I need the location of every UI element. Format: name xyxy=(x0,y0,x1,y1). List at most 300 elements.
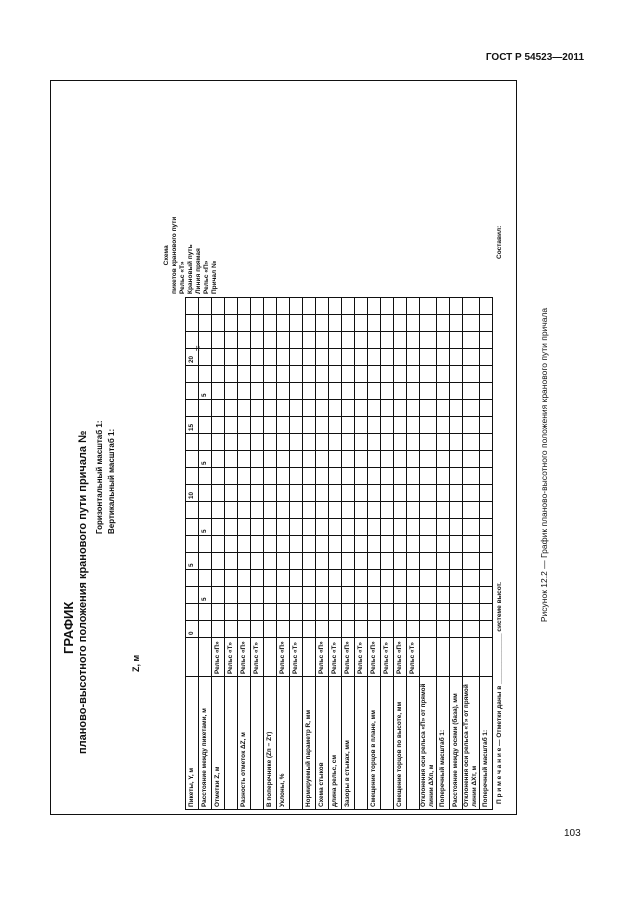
grid-cell xyxy=(277,451,290,468)
grid-cell xyxy=(368,468,381,485)
grid-cell xyxy=(290,434,303,451)
grid-cell xyxy=(463,502,480,519)
grid-cell xyxy=(329,349,342,366)
grid-cell xyxy=(437,349,450,366)
grid-cell xyxy=(368,502,381,519)
row-sublabel: Рельс «Т» xyxy=(329,638,342,677)
row-sublabel: Рельс «П» xyxy=(277,638,290,677)
scheme-title: Схема xyxy=(163,245,170,266)
grid-cell xyxy=(420,434,437,451)
row-sublabel xyxy=(463,638,480,677)
grid-cell xyxy=(199,536,212,553)
grid-cell xyxy=(316,621,329,638)
grid-cell xyxy=(463,417,480,434)
grid-cell xyxy=(420,451,437,468)
grid-cell xyxy=(186,570,199,587)
grid-cell xyxy=(186,536,199,553)
grid-cell xyxy=(186,502,199,519)
grid-cell xyxy=(381,519,394,536)
grid-cell xyxy=(225,587,238,604)
grid-cell xyxy=(290,553,303,570)
grid-cell xyxy=(329,298,342,315)
grid-cell xyxy=(316,383,329,400)
grid-cell xyxy=(355,536,368,553)
grid-cell xyxy=(355,621,368,638)
grid-cell xyxy=(463,315,480,332)
grid-cell xyxy=(238,400,251,417)
grid-cell xyxy=(480,349,493,366)
grid-cell xyxy=(437,434,450,451)
grid-cell xyxy=(303,519,316,536)
grid-cell xyxy=(238,417,251,434)
table-row xyxy=(277,298,290,810)
grid-cell xyxy=(264,553,277,570)
grid-cell xyxy=(450,315,463,332)
grid-cell xyxy=(394,400,407,417)
grid-cell xyxy=(225,434,238,451)
grid-cell xyxy=(437,366,450,383)
grid-cell: 10 xyxy=(186,485,199,502)
grid-cell xyxy=(316,519,329,536)
grid-cell xyxy=(480,587,493,604)
grid-cell xyxy=(264,502,277,519)
grid-cell xyxy=(342,519,355,536)
grid-cell xyxy=(225,451,238,468)
grid-cell xyxy=(342,332,355,349)
grid-cell xyxy=(342,485,355,502)
grid-cell xyxy=(368,417,381,434)
grid-cell xyxy=(450,400,463,417)
grid-cell xyxy=(303,621,316,638)
grid-cell xyxy=(225,417,238,434)
grid-cell xyxy=(420,349,437,366)
grid-cell xyxy=(355,417,368,434)
grid-cell xyxy=(212,553,225,570)
grid-cell xyxy=(394,604,407,621)
vertical-scale: Вертикальный масштаб 1: xyxy=(107,428,116,534)
grid-cell xyxy=(420,553,437,570)
grid-cell xyxy=(212,536,225,553)
grid-cell xyxy=(264,570,277,587)
row-sublabel xyxy=(420,638,437,677)
grid-cell xyxy=(450,298,463,315)
grid-cell xyxy=(316,434,329,451)
grid-cell xyxy=(277,332,290,349)
grid-cell xyxy=(264,349,277,366)
grid-cell xyxy=(225,621,238,638)
grid-cell xyxy=(251,383,264,400)
grid-cell xyxy=(450,587,463,604)
grid-cell xyxy=(212,468,225,485)
grid-cell xyxy=(329,519,342,536)
grid-cell xyxy=(394,315,407,332)
grid-cell xyxy=(290,502,303,519)
grid-cell xyxy=(199,298,212,315)
grid-cell xyxy=(342,553,355,570)
grid-cell xyxy=(329,383,342,400)
grid-cell xyxy=(420,332,437,349)
grid-cell xyxy=(420,298,437,315)
grid-cell xyxy=(225,553,238,570)
row-sublabel: Рельс «П» xyxy=(394,638,407,677)
data-table xyxy=(185,297,493,810)
grid-cell xyxy=(277,570,290,587)
grid-cell xyxy=(238,587,251,604)
grid-cell xyxy=(368,332,381,349)
grid-cell xyxy=(212,485,225,502)
grid-cell xyxy=(303,349,316,366)
grid-cell xyxy=(355,434,368,451)
grid-cell xyxy=(407,434,420,451)
table-row xyxy=(212,298,225,810)
grid-cell xyxy=(290,604,303,621)
grid-cell xyxy=(480,621,493,638)
grid-cell xyxy=(420,587,437,604)
table-row xyxy=(450,298,463,810)
row-label xyxy=(381,677,394,810)
grid-cell xyxy=(199,417,212,434)
grid-cell xyxy=(303,383,316,400)
grid-cell xyxy=(277,485,290,502)
grid-cell xyxy=(381,587,394,604)
table-row xyxy=(186,298,199,810)
grid-cell xyxy=(251,621,264,638)
grid-cell xyxy=(480,553,493,570)
grid-cell xyxy=(199,366,212,383)
grid-cell xyxy=(342,604,355,621)
grid-cell xyxy=(463,451,480,468)
grid-cell xyxy=(277,434,290,451)
grid-cell xyxy=(437,315,450,332)
grid-cell xyxy=(212,587,225,604)
grid-cell xyxy=(381,434,394,451)
grid-cell xyxy=(381,553,394,570)
grid-cell xyxy=(407,400,420,417)
grid-cell xyxy=(303,570,316,587)
grid-cell xyxy=(463,400,480,417)
grid-cell xyxy=(450,366,463,383)
grid-cell xyxy=(368,349,381,366)
grid-cell xyxy=(251,417,264,434)
grid-cell xyxy=(420,604,437,621)
grid-cell xyxy=(420,468,437,485)
grid-cell xyxy=(480,383,493,400)
row-label: Схема стыков xyxy=(316,677,329,810)
grid-cell xyxy=(251,519,264,536)
grid-cell xyxy=(290,400,303,417)
grid-cell xyxy=(251,315,264,332)
grid-cell xyxy=(480,366,493,383)
grid-cell xyxy=(316,451,329,468)
grid-cell xyxy=(212,621,225,638)
grid-cell xyxy=(342,315,355,332)
grid-cell xyxy=(251,298,264,315)
grid-cell xyxy=(290,485,303,502)
grid-cell xyxy=(480,485,493,502)
grid-cell xyxy=(329,536,342,553)
grid-cell xyxy=(290,468,303,485)
grid-cell xyxy=(329,451,342,468)
grid-cell xyxy=(251,502,264,519)
grid-cell xyxy=(329,621,342,638)
row-label: В поперечнике (Zп − Zт) xyxy=(264,677,277,810)
row-label: Пикеты, Y, м xyxy=(186,677,199,810)
grid-cell xyxy=(394,468,407,485)
grid-cell xyxy=(342,400,355,417)
table-row xyxy=(238,298,251,810)
grid-cell: 5 xyxy=(199,587,212,604)
row-sublabel: Рельс «Т» xyxy=(407,638,420,677)
grid-cell xyxy=(355,468,368,485)
grid-cell xyxy=(277,383,290,400)
grid-cell xyxy=(420,366,437,383)
grid-cell xyxy=(186,519,199,536)
grid-cell xyxy=(437,536,450,553)
grid-cell xyxy=(480,519,493,536)
grid-cell xyxy=(463,366,480,383)
grid-cell xyxy=(394,383,407,400)
grid-cell xyxy=(407,468,420,485)
grid-cell xyxy=(368,536,381,553)
grid-cell xyxy=(316,604,329,621)
grid-cell xyxy=(199,502,212,519)
grid-cell xyxy=(463,621,480,638)
grid-cell xyxy=(407,621,420,638)
grid-cell xyxy=(463,349,480,366)
row-sublabel: Рельс «Т» xyxy=(381,638,394,677)
grid-cell xyxy=(277,536,290,553)
table-row xyxy=(251,298,264,810)
grid-cell xyxy=(303,604,316,621)
grid-cell xyxy=(381,332,394,349)
grid-cell xyxy=(463,468,480,485)
grid-cell xyxy=(264,519,277,536)
grid-cell xyxy=(251,434,264,451)
grid-cell xyxy=(277,468,290,485)
grid-cell xyxy=(251,536,264,553)
grid-cell xyxy=(407,451,420,468)
grid-cell xyxy=(480,298,493,315)
grid-cell xyxy=(342,417,355,434)
grid-cell xyxy=(212,366,225,383)
grid-cell xyxy=(355,349,368,366)
grid-cell xyxy=(355,604,368,621)
row-label xyxy=(225,677,238,810)
grid-cell xyxy=(381,400,394,417)
grid-cell xyxy=(225,400,238,417)
row-label: Уклоны, % xyxy=(277,677,290,810)
grid-cell xyxy=(238,570,251,587)
row-sublabel xyxy=(199,638,212,677)
grid-cell: 15 xyxy=(186,417,199,434)
grid-cell xyxy=(212,434,225,451)
grid-cell xyxy=(277,366,290,383)
grid-cell xyxy=(303,502,316,519)
grid-cell xyxy=(251,332,264,349)
grid-cell xyxy=(251,604,264,621)
grid-cell xyxy=(303,400,316,417)
grid-cell xyxy=(480,400,493,417)
grid-cell xyxy=(238,434,251,451)
row-sublabel: Рельс «П» xyxy=(316,638,329,677)
grid-cell xyxy=(329,468,342,485)
row-sublabel xyxy=(186,638,199,677)
grid-cell xyxy=(199,349,212,366)
grid-cell xyxy=(225,536,238,553)
grid-cell xyxy=(480,570,493,587)
grid-cell xyxy=(463,434,480,451)
grid-cell xyxy=(212,502,225,519)
grid-cell xyxy=(212,519,225,536)
grid-cell xyxy=(420,621,437,638)
grid-cell xyxy=(186,468,199,485)
grid-cell xyxy=(368,621,381,638)
grid-cell xyxy=(342,570,355,587)
grid-cell xyxy=(368,485,381,502)
grid-cell xyxy=(394,417,407,434)
row-sublabel xyxy=(480,638,493,677)
grid-cell xyxy=(342,621,355,638)
table-row xyxy=(225,298,238,810)
grid-cell xyxy=(264,604,277,621)
grid-cell xyxy=(355,400,368,417)
grid-cell xyxy=(355,519,368,536)
row-sublabel: Рельс «Т» xyxy=(225,638,238,677)
grid-cell xyxy=(355,298,368,315)
grid-cell xyxy=(368,570,381,587)
grid-cell xyxy=(238,536,251,553)
grid-cell xyxy=(199,315,212,332)
grid-cell xyxy=(225,349,238,366)
grid-cell xyxy=(342,366,355,383)
row-sublabel: Рельс «Т» xyxy=(290,638,303,677)
grid-cell xyxy=(437,400,450,417)
grid-cell xyxy=(212,315,225,332)
grid-cell xyxy=(290,621,303,638)
pickets-scheme xyxy=(163,217,219,294)
grid-cell xyxy=(450,468,463,485)
grid-cell xyxy=(342,383,355,400)
grid-cell xyxy=(407,332,420,349)
grid-cell xyxy=(437,417,450,434)
grid-cell xyxy=(225,570,238,587)
table-row xyxy=(394,298,407,810)
grid-cell xyxy=(277,349,290,366)
grid-cell xyxy=(437,451,450,468)
grid-cell xyxy=(303,485,316,502)
grid-cell xyxy=(450,621,463,638)
grid-cell xyxy=(225,315,238,332)
grid-cell xyxy=(303,417,316,434)
table-row xyxy=(303,298,316,810)
grid-cell xyxy=(342,468,355,485)
grid-cell xyxy=(264,468,277,485)
grid-cell xyxy=(407,502,420,519)
grid-cell xyxy=(394,570,407,587)
grid-cell xyxy=(394,451,407,468)
grid-cell xyxy=(437,502,450,519)
grid-cell xyxy=(238,298,251,315)
grid-cell xyxy=(264,451,277,468)
grid-cell xyxy=(212,349,225,366)
z-axis-label: Z, м xyxy=(131,654,141,672)
grid-cell xyxy=(437,621,450,638)
grid-cell xyxy=(437,332,450,349)
grid-cell xyxy=(407,417,420,434)
grid-cell xyxy=(186,298,199,315)
grid-cell xyxy=(381,536,394,553)
grid-cell xyxy=(407,570,420,587)
grid-cell xyxy=(355,366,368,383)
page-number: 103 xyxy=(564,828,581,839)
scheme-rail-t: Рельс «Т» xyxy=(179,261,186,294)
grid-cell xyxy=(381,366,394,383)
grid-cell xyxy=(437,519,450,536)
table-row xyxy=(355,298,368,810)
grid-cell xyxy=(463,485,480,502)
grid-cell xyxy=(463,536,480,553)
grid-cell xyxy=(316,400,329,417)
grid-cell xyxy=(186,434,199,451)
grid-cell: 0 xyxy=(186,621,199,638)
grid-cell xyxy=(277,400,290,417)
grid-cell xyxy=(329,434,342,451)
grid-cell xyxy=(303,451,316,468)
grid-cell xyxy=(264,366,277,383)
grid-cell xyxy=(238,468,251,485)
grid-cell xyxy=(450,536,463,553)
row-label: Расстояние между осями (база), мм xyxy=(450,677,463,810)
grid-cell xyxy=(420,417,437,434)
grid-cell xyxy=(238,553,251,570)
grid-cell xyxy=(238,502,251,519)
grid-cell xyxy=(303,553,316,570)
grid-cell xyxy=(394,519,407,536)
table-row xyxy=(290,298,303,810)
grid-cell xyxy=(368,587,381,604)
grid-cell xyxy=(316,349,329,366)
grid-cell xyxy=(303,536,316,553)
chart-frame xyxy=(50,80,517,815)
grid-cell xyxy=(381,604,394,621)
grid-cell xyxy=(238,366,251,383)
grid-cell xyxy=(450,451,463,468)
grid-cell xyxy=(303,366,316,383)
grid-cell xyxy=(437,298,450,315)
grid-cell xyxy=(437,553,450,570)
grid-cell xyxy=(329,553,342,570)
grid-cell xyxy=(316,417,329,434)
grid-cell: 5 xyxy=(199,383,212,400)
grid-cell xyxy=(329,315,342,332)
grid-cell xyxy=(290,417,303,434)
grid-cell xyxy=(238,315,251,332)
grid-cell xyxy=(437,604,450,621)
row-label: Отклонения оси рельса «Т» от прямой линии ΔXт, м xyxy=(463,677,480,810)
grid-cell xyxy=(212,298,225,315)
row-label xyxy=(407,677,420,810)
grid-cell xyxy=(394,298,407,315)
grid-cell xyxy=(316,298,329,315)
grid-cell xyxy=(303,315,316,332)
grid-cell xyxy=(394,553,407,570)
grid-cell xyxy=(290,570,303,587)
grid-cell xyxy=(394,349,407,366)
grid-cell xyxy=(407,383,420,400)
grid-cell xyxy=(480,468,493,485)
grid-cell xyxy=(251,366,264,383)
grid-cell xyxy=(381,485,394,502)
